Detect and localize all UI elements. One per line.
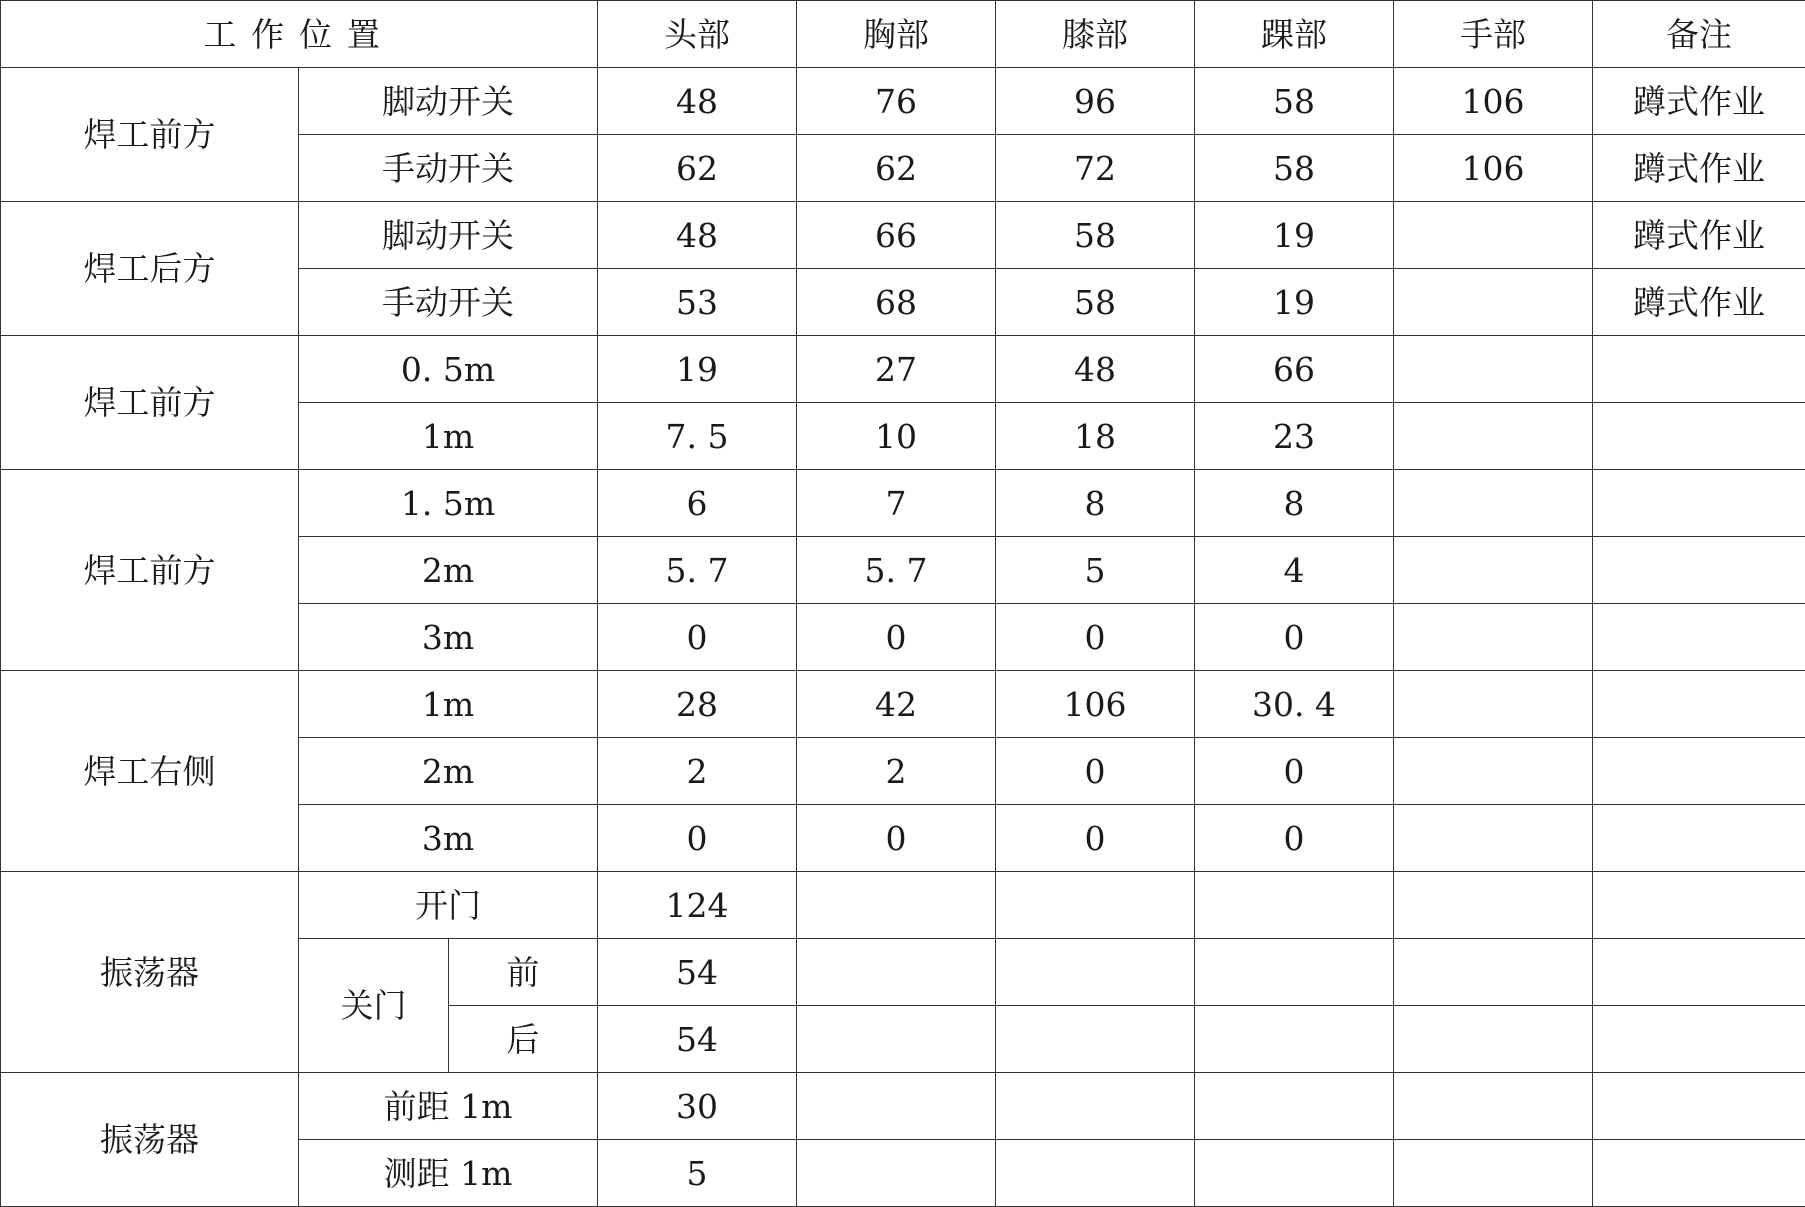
table-row	[1, 68, 1805, 135]
sub-label: 前距 1m	[299, 1073, 598, 1140]
cell-head: 7. 5	[598, 403, 797, 470]
cell-chest: 62	[797, 135, 996, 202]
cell-hand: 106	[1394, 135, 1593, 202]
cell-hand	[1394, 738, 1593, 805]
cell-hand	[1394, 403, 1593, 470]
cell-remark: 蹲式作业	[1593, 68, 1805, 135]
cell-knee: 96	[996, 68, 1195, 135]
cell-remark	[1593, 470, 1805, 537]
sub-label: 2m	[299, 537, 598, 604]
cell-hand	[1394, 537, 1593, 604]
cell-head: 0	[598, 604, 797, 671]
cell-head: 0	[598, 805, 797, 872]
sub-label: 脚动开关	[299, 68, 598, 135]
cell-chest: 0	[797, 604, 996, 671]
sub-label: 开门	[299, 872, 598, 939]
cell-ankle: 19	[1195, 269, 1394, 336]
cell-remark	[1593, 604, 1805, 671]
cell-ankle: 30. 4	[1195, 671, 1394, 738]
cell-knee: 8	[996, 470, 1195, 537]
cell-chest: 5. 7	[797, 537, 996, 604]
sub-label: 手动开关	[299, 269, 598, 336]
cell-head: 2	[598, 738, 797, 805]
group-label: 焊工后方	[1, 202, 299, 336]
cell-remark	[1593, 537, 1805, 604]
cell-hand	[1394, 202, 1593, 269]
cell-ankle	[1195, 872, 1394, 939]
cell-remark	[1593, 738, 1805, 805]
cell-hand	[1394, 805, 1593, 872]
cell-remark: 蹲式作业	[1593, 269, 1805, 336]
cell-knee: 72	[996, 135, 1195, 202]
cell-hand	[1394, 470, 1593, 537]
cell-knee: 58	[996, 269, 1195, 336]
cell-hand	[1394, 1073, 1593, 1140]
cell-head: 48	[598, 202, 797, 269]
group-label: 焊工前方	[1, 68, 299, 202]
header-hand: 手部	[1394, 1, 1593, 68]
sub-label: 3m	[299, 805, 598, 872]
sub-label: 手动开关	[299, 135, 598, 202]
cell-remark	[1593, 671, 1805, 738]
sub-label: 0. 5m	[299, 336, 598, 403]
sub-label: 1m	[299, 403, 598, 470]
cell-chest	[797, 1140, 996, 1207]
cell-remark	[1593, 403, 1805, 470]
cell-knee: 5	[996, 537, 1195, 604]
cell-ankle: 0	[1195, 604, 1394, 671]
cell-knee: 48	[996, 336, 1195, 403]
group-label: 振荡器	[1, 1073, 299, 1207]
cell-chest: 66	[797, 202, 996, 269]
table-row	[1, 202, 1805, 269]
cell-hand	[1394, 939, 1593, 1006]
cell-ankle	[1195, 1006, 1394, 1073]
cell-chest: 42	[797, 671, 996, 738]
cell-ankle: 23	[1195, 403, 1394, 470]
table-row	[1, 1073, 1805, 1140]
cell-head: 5. 7	[598, 537, 797, 604]
cell-knee: 18	[996, 403, 1195, 470]
header-head: 头部	[598, 1, 797, 68]
cell-ankle: 0	[1195, 738, 1394, 805]
cell-ankle	[1195, 1073, 1394, 1140]
cell-hand	[1394, 1140, 1593, 1207]
cell-ankle	[1195, 1140, 1394, 1207]
header-remark: 备注	[1593, 1, 1805, 68]
cell-remark	[1593, 1006, 1805, 1073]
group-label: 焊工前方	[1, 470, 299, 671]
table-row	[1, 336, 1805, 403]
cell-ankle	[1195, 939, 1394, 1006]
cell-head: 62	[598, 135, 797, 202]
cell-remark: 蹲式作业	[1593, 135, 1805, 202]
cell-hand: 106	[1394, 68, 1593, 135]
cell-hand	[1394, 872, 1593, 939]
cell-chest: 76	[797, 68, 996, 135]
cell-chest	[797, 1073, 996, 1140]
cell-head: 30	[598, 1073, 797, 1140]
cell-knee: 0	[996, 604, 1195, 671]
cell-hand	[1394, 269, 1593, 336]
cell-head: 19	[598, 336, 797, 403]
cell-chest: 2	[797, 738, 996, 805]
cell-remark	[1593, 336, 1805, 403]
table-row	[1, 872, 1805, 939]
cell-head: 124	[598, 872, 797, 939]
header-ankle: 踝部	[1195, 1, 1394, 68]
sub-label: 脚动开关	[299, 202, 598, 269]
header-chest: 胸部	[797, 1, 996, 68]
table-row	[1, 671, 1805, 738]
cell-hand	[1394, 671, 1593, 738]
cell-remark	[1593, 939, 1805, 1006]
cell-knee	[996, 1006, 1195, 1073]
cell-ankle: 58	[1195, 135, 1394, 202]
group-label: 振荡器	[1, 872, 299, 1073]
cell-chest: 0	[797, 805, 996, 872]
cell-hand	[1394, 1006, 1593, 1073]
cell-head: 54	[598, 1006, 797, 1073]
header-position: 工作位置	[1, 1, 598, 68]
sub-group-label: 关门	[299, 939, 449, 1073]
cell-chest	[797, 872, 996, 939]
cell-remark	[1593, 872, 1805, 939]
cell-chest	[797, 939, 996, 1006]
cell-ankle: 8	[1195, 470, 1394, 537]
cell-head: 6	[598, 470, 797, 537]
cell-ankle: 4	[1195, 537, 1394, 604]
cell-remark	[1593, 1140, 1805, 1207]
group-label: 焊工前方	[1, 336, 299, 470]
cell-chest: 7	[797, 470, 996, 537]
cell-knee	[996, 1073, 1195, 1140]
cell-chest: 10	[797, 403, 996, 470]
sub-label: 3m	[299, 604, 598, 671]
cell-hand	[1394, 604, 1593, 671]
cell-knee: 106	[996, 671, 1195, 738]
cell-chest: 68	[797, 269, 996, 336]
cell-ankle: 58	[1195, 68, 1394, 135]
cell-knee: 58	[996, 202, 1195, 269]
cell-knee	[996, 1140, 1195, 1207]
cell-ankle: 66	[1195, 336, 1394, 403]
cell-head: 54	[598, 939, 797, 1006]
sub-label: 1. 5m	[299, 470, 598, 537]
cell-chest	[797, 1006, 996, 1073]
cell-ankle: 0	[1195, 805, 1394, 872]
cell-knee: 0	[996, 738, 1195, 805]
sub-label: 后	[449, 1006, 598, 1073]
header-knee: 膝部	[996, 1, 1195, 68]
cell-ankle: 19	[1195, 202, 1394, 269]
cell-remark	[1593, 805, 1805, 872]
header-row	[1, 1, 1805, 68]
cell-head: 53	[598, 269, 797, 336]
table-row	[1, 470, 1805, 537]
sub-label: 2m	[299, 738, 598, 805]
cell-head: 48	[598, 68, 797, 135]
cell-remark	[1593, 1073, 1805, 1140]
cell-chest: 27	[797, 336, 996, 403]
sub-label: 测距 1m	[299, 1140, 598, 1207]
cell-head: 28	[598, 671, 797, 738]
cell-hand	[1394, 336, 1593, 403]
cell-knee: 0	[996, 805, 1195, 872]
group-label: 焊工右侧	[1, 671, 299, 872]
sub-label: 前	[449, 939, 598, 1006]
cell-knee	[996, 872, 1195, 939]
cell-knee	[996, 939, 1195, 1006]
cell-head: 5	[598, 1140, 797, 1207]
sub-label: 1m	[299, 671, 598, 738]
cell-remark: 蹲式作业	[1593, 202, 1805, 269]
